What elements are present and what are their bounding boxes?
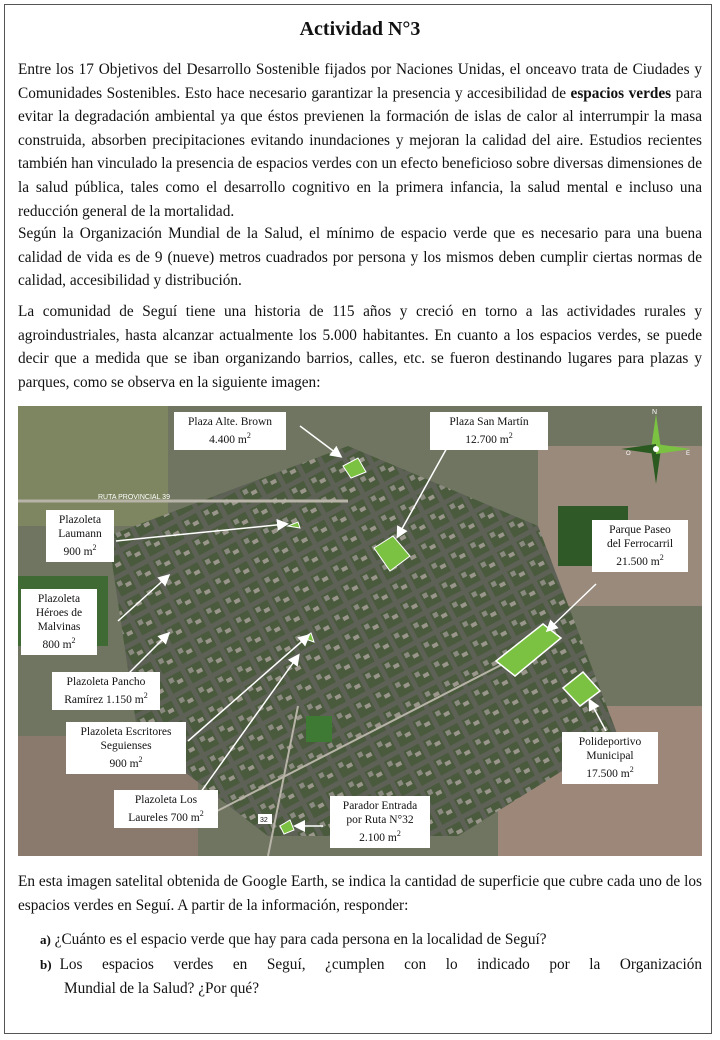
intro-text-end: para evitar la degradación ambiental ya que éstos previenen la formación de islas de calor al interrumpir la masa construida, absorben precipitaciones evitando inundaciones y mejoran la calidad del aire. Estudios recientes también han vinculado la presencia de espacios verdes con un efecto beneficioso sobre diversas dimensiones de la salud pública, tales como el desarrollo cognitivo en la primera infancia, la salud mental e incluso una reducción general de la mortalidad.	[18, 84, 702, 220]
intro-text-start: Entre los 17 Objetivos del Desarrollo Sostenible fijados por Naciones Unidas, el onceavo trata de Ciudades y Comunidades Sostenibles. Esto hace necesario garantizar la presencia y accesibilidad de	[18, 61, 702, 102]
laureles-area-unit: 2	[199, 809, 204, 818]
polideportivo-area-value: 17.500 m	[586, 767, 630, 780]
ferrocarril-area-value: 21.500 m	[616, 555, 660, 568]
label-plazoleta-laureles	[114, 790, 218, 828]
park-dark	[306, 716, 332, 742]
laumann-area	[50, 541, 110, 559]
malvinas-line2: Héroes de	[35, 607, 83, 619]
question-b-line1	[40, 953, 702, 977]
pancho-area-value: Ramírez 1.150 m	[64, 693, 144, 706]
label-plaza-brown	[174, 412, 286, 450]
question-b	[40, 953, 702, 1000]
label-plazoleta-laumann	[46, 510, 114, 562]
pancho-area-unit: 2	[143, 691, 148, 700]
laumann-line1: Plazoleta	[58, 514, 102, 526]
activity-title: Actividad N°3	[299, 18, 421, 40]
ferrocarril-line1: Parque Paseo	[609, 524, 671, 536]
label-plazoleta-malvinas	[21, 589, 97, 655]
polideportivo-area	[566, 763, 654, 781]
label-brown-name: Plaza Alte. Brown	[188, 416, 272, 428]
ferrocarril-area	[596, 551, 684, 569]
satellite-map	[18, 406, 702, 856]
label-plaza-san-martin	[430, 412, 548, 450]
label-parador-entrada	[330, 796, 430, 848]
question-a-letter: a)	[40, 932, 51, 947]
laumann-area-value: 900 m	[63, 545, 93, 558]
escritores-line1: Plazoleta Escritores	[80, 726, 172, 738]
pancho-line2	[56, 689, 156, 707]
label-plazoleta-escritores	[66, 722, 186, 774]
oms-paragraph: Según la Organización Mundial de la Salud, el mínimo de espacio verde que es necesario para una buena calidad de vida es de 9 (nueve) metros cuadrados por persona y los mismos deben cumplir ciertas normas de calidad, accesibilidad y distribución.	[18, 225, 702, 290]
compass-e: E	[686, 451, 691, 457]
closing-paragraph: En esta imagen satelital obtenida de Google Earth, se indica la cantidad de superficie que cubre cada uno de los espacios verdes en Seguí. A partir de la información, responder:	[18, 873, 702, 914]
label-san-martin-area	[434, 429, 544, 447]
laumann-line2: Laumann	[58, 528, 102, 540]
escritores-area	[70, 753, 182, 771]
compass-o: O	[626, 451, 631, 457]
question-b-text-line2: Mundial de la Salud? ¿Por qué?	[64, 979, 259, 997]
intro-paragraph	[18, 58, 702, 223]
intro-bold-term: espacios verdes	[570, 84, 672, 102]
malvinas-area-value: 800 m	[42, 638, 72, 651]
san-martin-area-unit: 2	[508, 431, 513, 440]
brown-area-unit: 2	[246, 431, 251, 440]
question-b-letter: b)	[40, 957, 52, 972]
label-polideportivo	[562, 732, 658, 784]
laumann-area-unit: 2	[92, 543, 97, 552]
question-a	[40, 928, 700, 952]
laureles-area-value: Laureles 700 m	[128, 811, 200, 824]
laureles-line2	[118, 807, 214, 825]
question-a-text: ¿Cuánto es el espacio verde que hay para cada persona en la localidad de Seguí?	[54, 931, 547, 948]
parador-line2: por Ruta N°32	[346, 814, 414, 826]
label-san-martin-name: Plaza San Martín	[449, 416, 529, 428]
laureles-line1: Plazoleta Los	[134, 794, 198, 806]
route-label: RUTA PROVINCIAL 39	[98, 494, 170, 501]
parador-area	[334, 827, 426, 845]
malvinas-area-unit: 2	[71, 636, 76, 645]
polideportivo-line2: Municipal	[586, 750, 634, 762]
question-b-text-line1: Los espacios verdes en Seguí, ¿cumplen con lo indicado por la Organización	[59, 956, 702, 973]
brown-area-value: 4.400 m	[209, 433, 247, 446]
parador-line1: Parador Entrada	[342, 800, 418, 812]
label-brown-area	[178, 429, 282, 447]
route-shield-number: 32	[260, 817, 268, 824]
compass-n: N	[652, 409, 658, 416]
ferrocarril-area-unit: 2	[659, 553, 664, 562]
label-parque-ferrocarril	[592, 520, 688, 572]
escritores-line2: Seguienses	[100, 740, 152, 752]
polideportivo-area-unit: 2	[629, 765, 634, 774]
malvinas-line1: Plazoleta	[37, 593, 81, 605]
escritores-area-unit: 2	[138, 755, 143, 764]
malvinas-line3: Malvinas	[37, 621, 81, 633]
segui-paragraph: La comunidad de Seguí tiene una historia de 115 años y creció en torno a las actividades rurales y agroindustriales, hasta alcanzar actualmente los 5.000 habitantes. En cuanto a los espacios verdes, se puede decir que a medida que se iban organizando barrios, calles, etc. se fueron destinando lugares para plazas y parques, como se observa en la siguiente imagen:	[18, 303, 702, 391]
parador-area-value: 2.100 m	[359, 831, 397, 844]
map-graphic	[18, 406, 702, 856]
ferrocarril-line2: del Ferrocarril	[606, 538, 674, 550]
polideportivo-line1: Polideportivo	[578, 736, 642, 748]
label-plazoleta-pancho-ramirez	[52, 672, 160, 710]
pancho-line1: Plazoleta Pancho	[66, 676, 146, 688]
parador-area-unit: 2	[396, 829, 401, 838]
malvinas-area	[25, 634, 93, 652]
escritores-area-value: 900 m	[109, 757, 139, 770]
san-martin-area-value: 12.700 m	[465, 433, 509, 446]
field-nw	[18, 406, 168, 526]
